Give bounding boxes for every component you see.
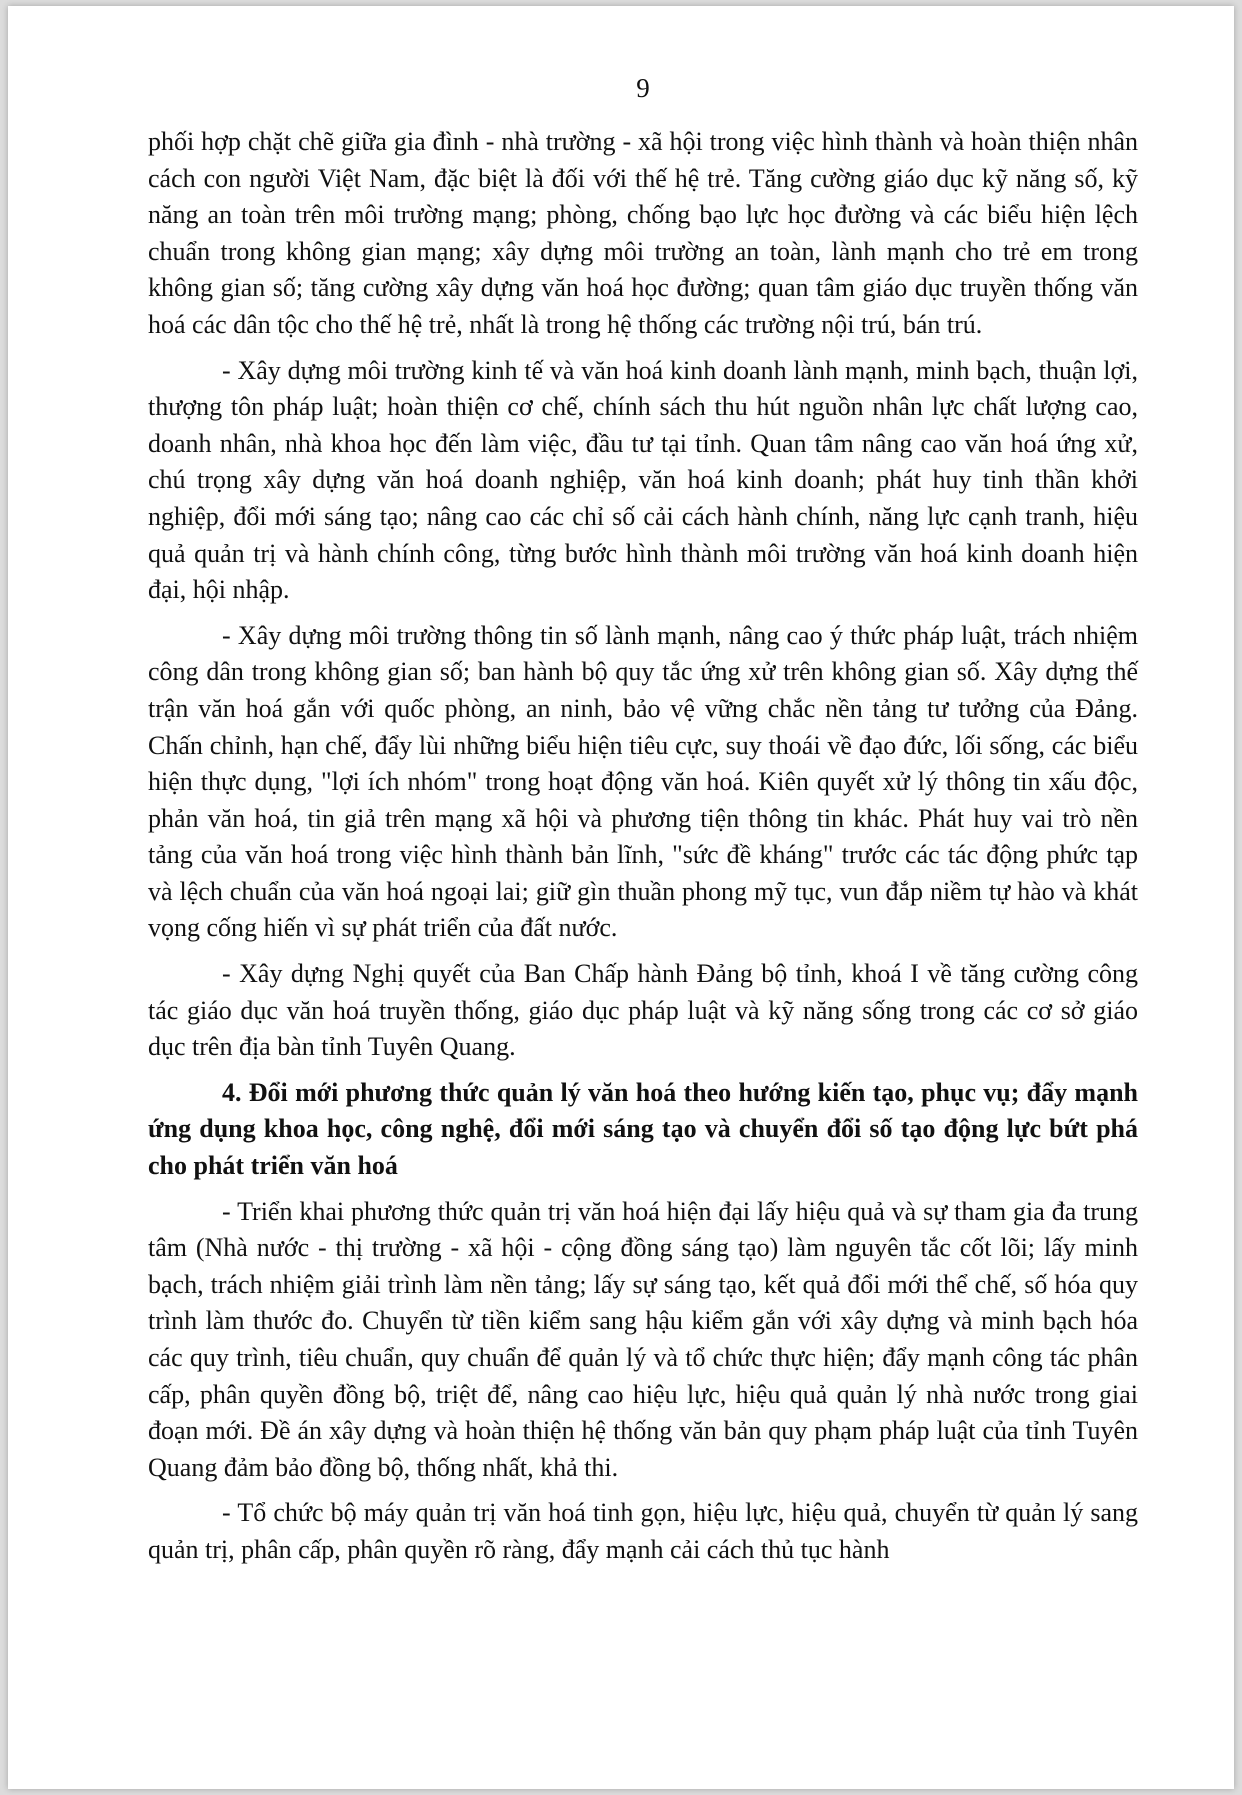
paragraph-resolution: - Xây dựng Nghị quyết của Ban Chấp hành Đảng bộ tỉnh, khoá I về tăng cường công tác giáo dục văn hoá truyền thống, giáo dục pháp luật và kỹ năng sống trong các cơ sở giáo dục trên địa bàn tỉnh Tuyên Quang. bbox=[148, 959, 1138, 1062]
page-number: 9 bbox=[636, 73, 650, 103]
paragraph-business-culture: - Xây dựng môi trường kinh tế và văn hoá kinh doanh lành mạnh, minh bạch, thuận lợi, thượng tôn pháp luật; hoàn thiện cơ chế, chính sách thu hút nguồn nhân lực chất lượng cao, doanh nhân, nhà khoa học đến làm việc, đầu tư tại tỉnh. Quan tâm nâng cao văn hoá ứng xử, chú trọng xây dựng văn hoá doanh nghiệp, văn hoá kinh doanh; phát huy tinh thần khởi nghiệp, đổi mới sáng tạo; nâng cao các chỉ số cải cách hành chính, năng lực cạnh tranh, hiệu quả quản trị và hành chính công, từng bước hình thành môi trường văn hoá kinh doanh hiện đại, hội nhập. bbox=[148, 355, 1138, 605]
paragraph-digital-environment: - Xây dựng môi trường thông tin số lành mạnh, nâng cao ý thức pháp luật, trách nhiệm công dân trong không gian số; ban hành bộ quy tắc ứng xử trên không gian số. Xây dựng thế trận văn hoá gắn với quốc phòng, an ninh, bảo vệ vững chắc nền tảng tư tưởng của Đảng. Chấn chỉnh, hạn chế, đẩy lùi những biểu hiện tiêu cực, suy thoái về đạo đức, lối sống, các biểu hiện thực dụng, "lợi ích nhóm" trong hoạt động văn hoá. Kiên quyết xử lý thông tin xấu độc, phản văn hoá, tin giả trên mạng xã hội và phương tiện thông tin khác. Phát huy vai trò nền tảng của văn hoá trong việc hình thành bản lĩnh, "sức đề kháng" trước các tác động phức tạp và lệch chuẩn của văn hoá ngoại lai; giữ gìn thuần phong mỹ tục, vun đắp niềm tự hào và khát vọng cống hiến vì sự phát triển của đất nước. bbox=[148, 620, 1138, 943]
paragraph-governance-method: - Triển khai phương thức quản trị văn hoá hiện đại lấy hiệu quả và sự tham gia đa trung tâm (Nhà nước - thị trường - xã hội - cộng đồng sáng tạo) làm nguyên tắc cốt lõi; lấy minh bạch, trách nhiệm giải trình làm nền tảng; lấy sự sáng tạo, kết quả đổi mới thể chế, số hóa quy trình làm thước đo. Chuyển từ tiền kiểm sang hậu kiểm gắn với xây dựng và minh bạch hóa các quy trình, tiêu chuẩn, quy chuẩn để quản lý và tổ chức thực hiện; đẩy mạnh công tác phân cấp, phân quyền đồng bộ, triệt để, nâng cao hiệu lực, hiệu quả quản lý nhà nước trong giai đoạn mới. Đề án xây dựng và hoàn thiện hệ thống văn bản quy phạm pháp luật của tỉnh Tuyên Quang đảm bảo đồng bộ, thống nhất, khả thi. bbox=[148, 1196, 1138, 1482]
page-content bbox=[148, 6, 1138, 1578]
paragraph-organization: - Tổ chức bộ máy quản trị văn hoá tinh gọn, hiệu lực, hiệu quả, chuyển từ quản lý sang quản trị, phân cấp, phân quyền rõ ràng, đẩy mạnh cải cách thủ tục hành bbox=[148, 1498, 1138, 1564]
document-page bbox=[8, 6, 1234, 1789]
paragraph-continuation: phối hợp chặt chẽ giữa gia đình - nhà trường - xã hội trong việc hình thành và hoàn thiện nhân cách con người Việt Nam, đặc biệt là đối với thế hệ trẻ. Tăng cường giáo dục kỹ năng số, kỹ năng an toàn trên môi trường mạng; phòng, chống bạo lực học đường và các biểu hiện lệch chuẩn trong không gian mạng; xây dựng môi trường an toàn, lành mạnh cho trẻ em trong không gian số; tăng cường xây dựng văn hoá học đường; quan tâm giáo dục truyền thống văn hoá các dân tộc cho thế hệ trẻ, nhất là trong hệ thống các trường nội trú, bán trú. bbox=[148, 127, 1138, 339]
section-heading-4: 4. Đổi mới phương thức quản lý văn hoá theo hướng kiến tạo, phục vụ; đẩy mạnh ứng dụng khoa học, công nghệ, đổi mới sáng tạo và chuyển đổi số tạo động lực bứt phá cho phát triển văn hoá bbox=[148, 1077, 1138, 1181]
